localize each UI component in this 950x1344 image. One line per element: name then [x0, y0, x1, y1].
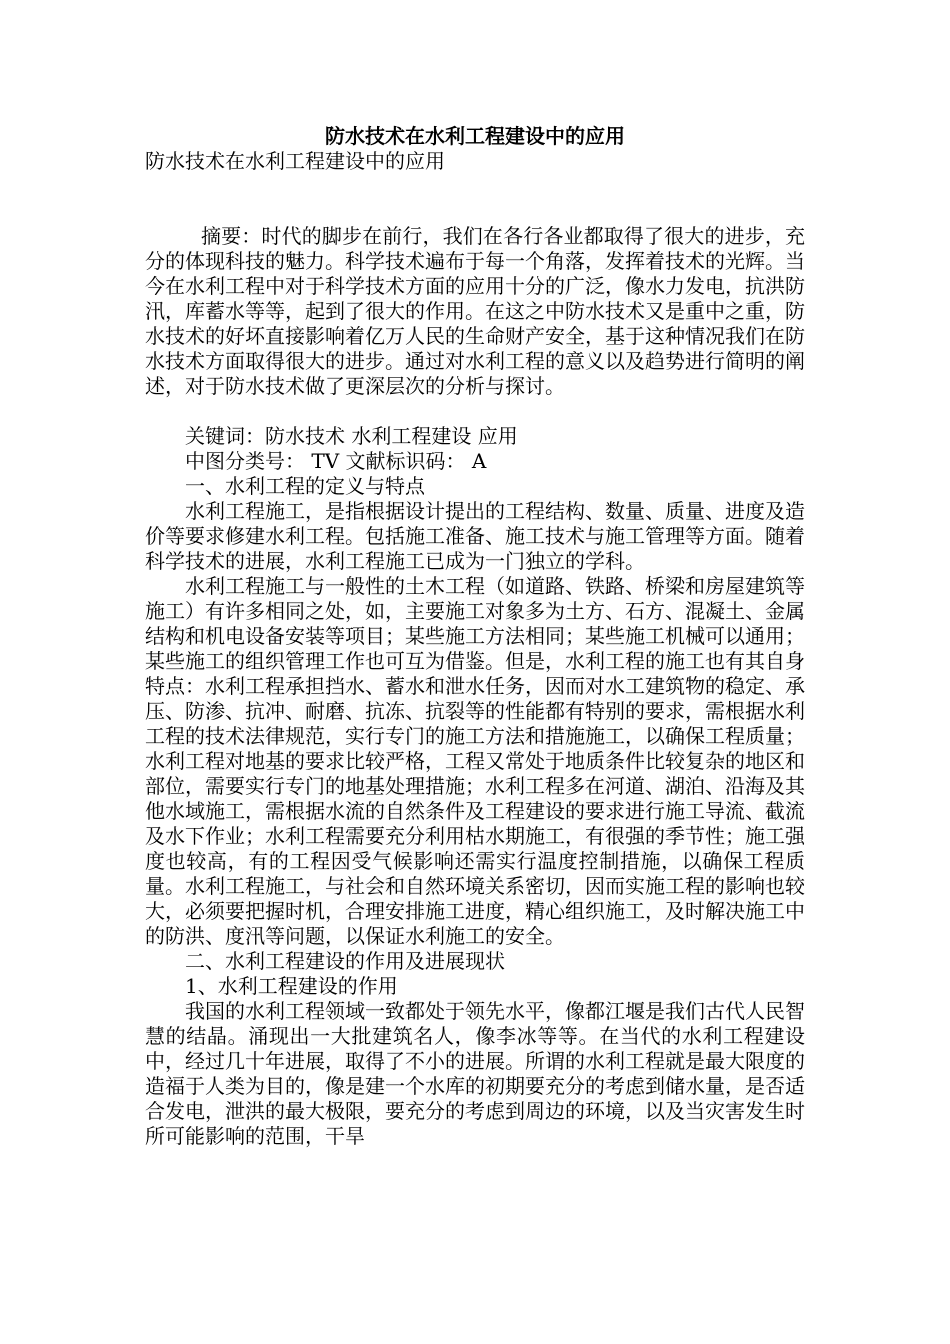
- section1-paragraph-1: 水利工程施工，是指根据设计提出的工程结构、数量、质量、进度及造价等要求修建水利工程。包括施工准备、施工技术与施工管理等方面。随着科学技术的进展，水利工程施工已成为一门独立的学科。: [145, 499, 805, 573]
- classification-line: 中图分类号： TV 文献标识码： A: [185, 449, 487, 473]
- section2-paragraph-1: 我国的水利工程领域一致都处于领先水平，像都江堰是我们古代人民智慧的结晶。涌现出一大批建筑名人，像李冰等等。在当代的水利工程建设中，经过几十年进展，取得了不小的进展。所谓的水利工程就是最大限度的造福于人类为目的，像是建一个水库的初期要充分的考虑到储水量，是否适合发电，泄洪的最大极限，要充分的考虑到周边的环境，以及当灾害发生时所可能影响的范围，干旱: [145, 999, 805, 1148]
- keywords-line: 关键词：防水技术 水利工程建设 应用: [185, 424, 518, 448]
- spacer: [145, 174, 805, 224]
- document-subtitle: 防水技术在水利工程建设中的应用: [145, 149, 445, 173]
- document-body: [145, 124, 805, 1149]
- section-heading-2: 二、水利工程建设的作用及进展现状: [185, 949, 505, 973]
- section1-paragraph-2: 水利工程施工与一般性的土木工程（如道路、铁路、桥梁和房屋建筑等施工）有许多相同之处，如，主要施工对象多为土方、石方、混凝土、金属结构和机电设备安装等项目；某些施工方法相同；某些施工机械可以通用；某些施工的组织管理工作也可互为借鉴。但是，水利工程的施工也有其自身特点：水利工程承担挡水、蓄水和泄水任务，因而对水工建筑物的稳定、承压、防渗、抗冲、耐磨、抗冻、抗裂等的性能都有特别的要求，需根据水利工程的技术法律规范，实行专门的施工方法和措施施工，以确保工程质量；水利工程对地基的要求比较严格，工程又常处于地质条件比较复杂的地区和部位，需要实行专门的地基处理措施；水利工程多在河道、湖泊、沿海及其他水域施工，需根据水流的自然条件及工程建设的要求进行施工导流、截流及水下作业；水利工程需要充分利用枯水期施工，有很强的季节性；施工强度也较高，有的工程因受气候影响还需实行温度控制措施，以确保工程质量。水利工程施工，与社会和自然环境关系密切，因而实施工程的影响也较大，必须要把握时机，合理安排施工进度，精心组织施工，及时解决施工中的防洪、度汛等问题，以保证水利施工的安全。: [145, 574, 805, 948]
- document-title: 防水技术在水利工程建设中的应用: [325, 124, 625, 148]
- spacer: [145, 399, 805, 424]
- section-heading-1: 一、水利工程的定义与特点: [185, 474, 425, 498]
- abstract-paragraph: 摘要：时代的脚步在前行，我们在各行各业都取得了很大的进步，充分的体现科技的魅力。科学技术遍布于每一个角落，发挥着技术的光辉。当今在水利工程中对于科学技术方面的应用十分的广泛，像水力发电，抗洪防汛，库蓄水等等，起到了很大的作用。在这之中防水技术又是重中之重，防水技术的好坏直接影响着亿万人民的生命财产安全，基于这种情况我们在防水技术方面取得很大的进步。通过对水利工程的意义以及趋势进行简明的阐述，对于防水技术做了更深层次的分析与探讨。: [145, 224, 805, 398]
- subsection-heading-2-1: 1、水利工程建设的作用: [185, 974, 398, 998]
